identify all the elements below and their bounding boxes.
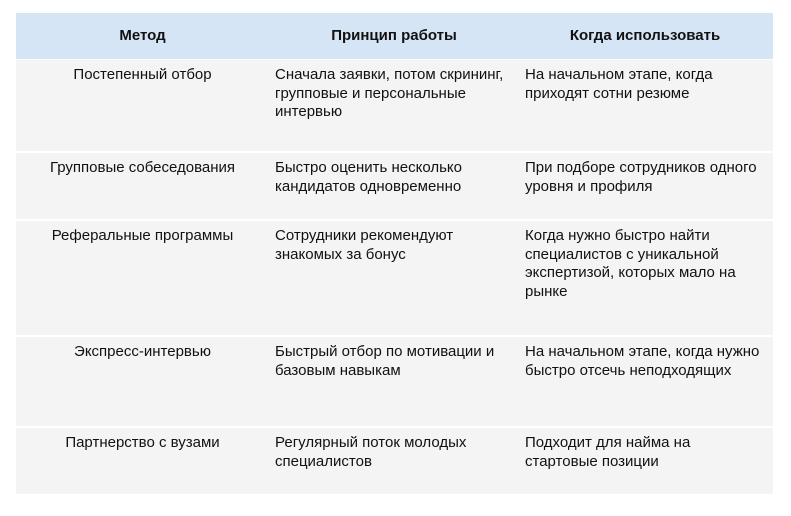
when-cell: Подходит для найма на стартовые позиции (525, 434, 691, 470)
method-cell: Партнерство с вузами (65, 434, 220, 451)
when-cell: На начальном этапе, когда приходят сотни резюме (525, 66, 713, 102)
table-row (16, 151, 773, 219)
header-method: Метод (119, 26, 166, 44)
method-cell: Постепенный отбор (73, 66, 212, 83)
principle-cell: Регулярный поток молодых специалистов (275, 434, 467, 470)
comparison-table (16, 13, 773, 494)
table-row (16, 219, 773, 335)
table-row (16, 335, 773, 426)
when-cell: На начальном этапе, когда нужно быстро отсечь неподходящих (525, 343, 760, 379)
when-cell: При подборе сотрудников одного уровня и профиля (525, 159, 757, 195)
when-cell: Когда нужно быстро найти специалистов с уникальной экспертизой, которых мало на рынке (525, 227, 736, 300)
table-header (16, 13, 773, 59)
method-cell: Реферальные программы (51, 227, 234, 244)
principle-cell: Сначала заявки, потом скрининг, групповые и персональные интервью (275, 66, 504, 120)
table-row (16, 59, 773, 151)
principle-cell: Быстро оценить несколько кандидатов одновременно (275, 159, 462, 195)
header-principle: Принцип работы (331, 26, 457, 44)
principle-cell: Сотрудники рекомендуют знакомых за бонус (275, 227, 454, 263)
principle-cell: Быстрый отбор по мотивации и базовым навыкам (275, 343, 495, 379)
method-cell: Экспресс-интервью (74, 343, 211, 360)
header-when: Когда использовать (569, 26, 721, 44)
method-cell: Групповые собеседования (49, 159, 236, 176)
table-row (16, 426, 773, 494)
